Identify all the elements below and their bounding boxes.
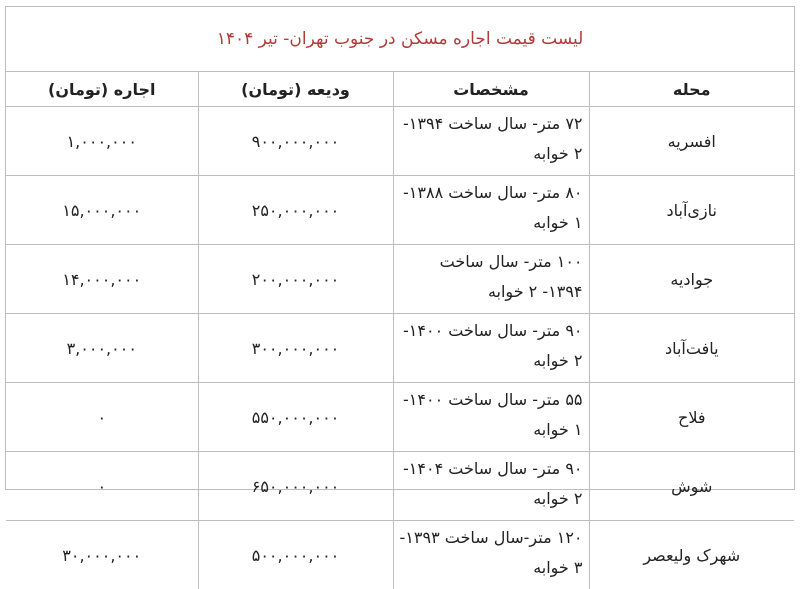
header-spec: مشخصات	[393, 72, 589, 107]
cell-area: فلاح	[589, 383, 794, 452]
cell-area: یافت‌آباد	[589, 314, 794, 383]
table-row	[6, 107, 794, 176]
cell-area: شهرک ولیعصر	[589, 521, 794, 589]
table-row	[6, 245, 794, 314]
table-row	[6, 521, 794, 589]
cell-spec: ۹۰ متر- سال ساخت ۱۴۰۰- ۲ خوابه	[393, 314, 589, 383]
cell-rent: ۳,۰۰۰,۰۰۰	[6, 314, 198, 383]
cell-deposit: ۲۰۰,۰۰۰,۰۰۰	[198, 245, 393, 314]
header-row	[6, 72, 794, 107]
cell-rent: ۱۴,۰۰۰,۰۰۰	[6, 245, 198, 314]
cell-deposit: ۵۵۰,۰۰۰,۰۰۰	[198, 383, 393, 452]
header-area: محله	[589, 72, 794, 107]
table-row	[6, 176, 794, 245]
cell-spec: ۷۲ متر- سال ساخت ۱۳۹۴- ۲ خوابه	[393, 107, 589, 176]
cell-rent: ۱۵,۰۰۰,۰۰۰	[6, 176, 198, 245]
cell-spec: ۸۰ متر- سال ساخت ۱۳۸۸- ۱ خوابه	[393, 176, 589, 245]
price-table-container	[5, 6, 795, 490]
cell-spec: ۹۰ متر- سال ساخت ۱۴۰۴- ۲ خوابه	[393, 452, 589, 521]
cell-spec: ۱۰۰ متر- سال ساخت ۱۳۹۴- ۲ خوابه	[393, 245, 589, 314]
cell-rent: ۰	[6, 383, 198, 452]
cell-deposit: ۳۰۰,۰۰۰,۰۰۰	[198, 314, 393, 383]
table-row	[6, 452, 794, 521]
cell-spec: ۵۵ متر- سال ساخت ۱۴۰۰- ۱ خوابه	[393, 383, 589, 452]
cell-deposit: ۶۵۰,۰۰۰,۰۰۰	[198, 452, 393, 521]
cell-rent: ۱,۰۰۰,۰۰۰	[6, 107, 198, 176]
cell-deposit: ۵۰۰,۰۰۰,۰۰۰	[198, 521, 393, 589]
rent-price-table	[6, 72, 794, 589]
cell-area: افسریه	[589, 107, 794, 176]
cell-rent: ۰	[6, 452, 198, 521]
cell-area: نازی‌آباد	[589, 176, 794, 245]
cell-spec: ۱۲۰ متر-سال ساخت ۱۳۹۳- ۳ خوابه	[393, 521, 589, 589]
cell-deposit: ۹۰۰,۰۰۰,۰۰۰	[198, 107, 393, 176]
table-row	[6, 383, 794, 452]
header-rent: اجاره (تومان)	[6, 72, 198, 107]
cell-rent: ۳۰,۰۰۰,۰۰۰	[6, 521, 198, 589]
cell-area: شوش	[589, 452, 794, 521]
header-deposit: ودیعه (تومان)	[198, 72, 393, 107]
cell-area: جوادیه	[589, 245, 794, 314]
table-title: لیست قیمت اجاره مسکن در جنوب تهران- تیر ۱۴۰۴	[6, 7, 794, 72]
cell-deposit: ۲۵۰,۰۰۰,۰۰۰	[198, 176, 393, 245]
table-row	[6, 314, 794, 383]
